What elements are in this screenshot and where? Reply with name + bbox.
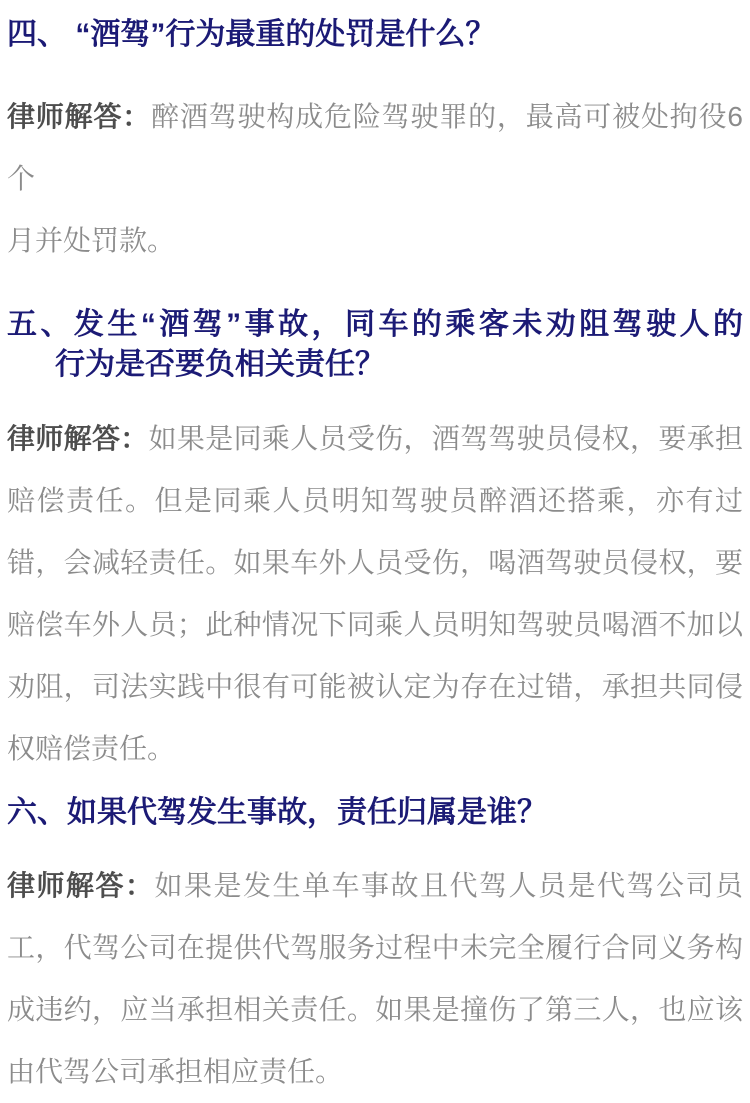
answer-line: 成违约，应当承担相关责任。如果是撞伤了第三人，也应该 xyxy=(7,994,743,1025)
question-heading-line: 五、发生“酒驾”事故，同车的乘客未劝阻驾驶人的 xyxy=(7,308,743,341)
answer-text: 醉酒驾驶构成危险驾驶罪的，最高可被处拘役6个 xyxy=(7,101,743,194)
lawyer-answer-paragraph xyxy=(7,408,743,780)
answer-text: 如果是同乘人员受伤，酒驾驾驶员侵权，要承担 xyxy=(148,423,743,454)
answer-line: 赔偿车外人员；此种情况下同乘人员明知驾驶员喝酒不加以 xyxy=(7,609,743,640)
question-heading xyxy=(7,15,743,55)
answer-line xyxy=(7,86,743,210)
lawyer-answer-paragraph xyxy=(7,855,743,1103)
answer-line: 错，会减轻责任。如果车外人员受伤，喝酒驾驶员侵权，要 xyxy=(7,547,743,578)
qa-section-question-5 xyxy=(7,305,743,780)
question-heading xyxy=(7,305,743,385)
answer-text: 如果是发生单车事故且代驾人员是代驾公司员 xyxy=(154,870,743,901)
answer-prefix-label: 律师解答： xyxy=(7,101,152,132)
answer-line xyxy=(7,408,743,470)
answer-line: 权赔偿责任。 xyxy=(7,733,176,764)
answer-line: 由代驾公司承担相应责任。 xyxy=(7,1056,344,1087)
question-heading-line: 行为是否要负相关责任？ xyxy=(55,348,385,381)
question-heading-line: 六、如果代驾发生事故，责任归属是谁？ xyxy=(7,796,547,829)
answer-line: 劝阻，司法实践中很有可能被认定为存在过错，承担共同侵 xyxy=(7,671,743,702)
answer-line: 工，代驾公司在提供代驾服务过程中未完全履行合同义务构 xyxy=(7,932,743,963)
lawyer-answer-paragraph xyxy=(7,86,743,272)
answer-line: 赔偿责任。但是同乘人员明知驾驶员醉酒还搭乘，亦有过 xyxy=(7,485,743,516)
answer-line xyxy=(7,855,743,917)
qa-section-question-6 xyxy=(7,793,743,1103)
question-heading-line: 四、 “酒驾”行为最重的处罚是什么？ xyxy=(7,18,496,51)
answer-line: 月并处罚款。 xyxy=(7,225,176,256)
question-heading xyxy=(7,793,743,833)
answer-prefix-label: 律师解答： xyxy=(7,870,155,901)
qa-section-question-4 xyxy=(7,15,743,272)
answer-prefix-label: 律师解答： xyxy=(7,423,149,454)
